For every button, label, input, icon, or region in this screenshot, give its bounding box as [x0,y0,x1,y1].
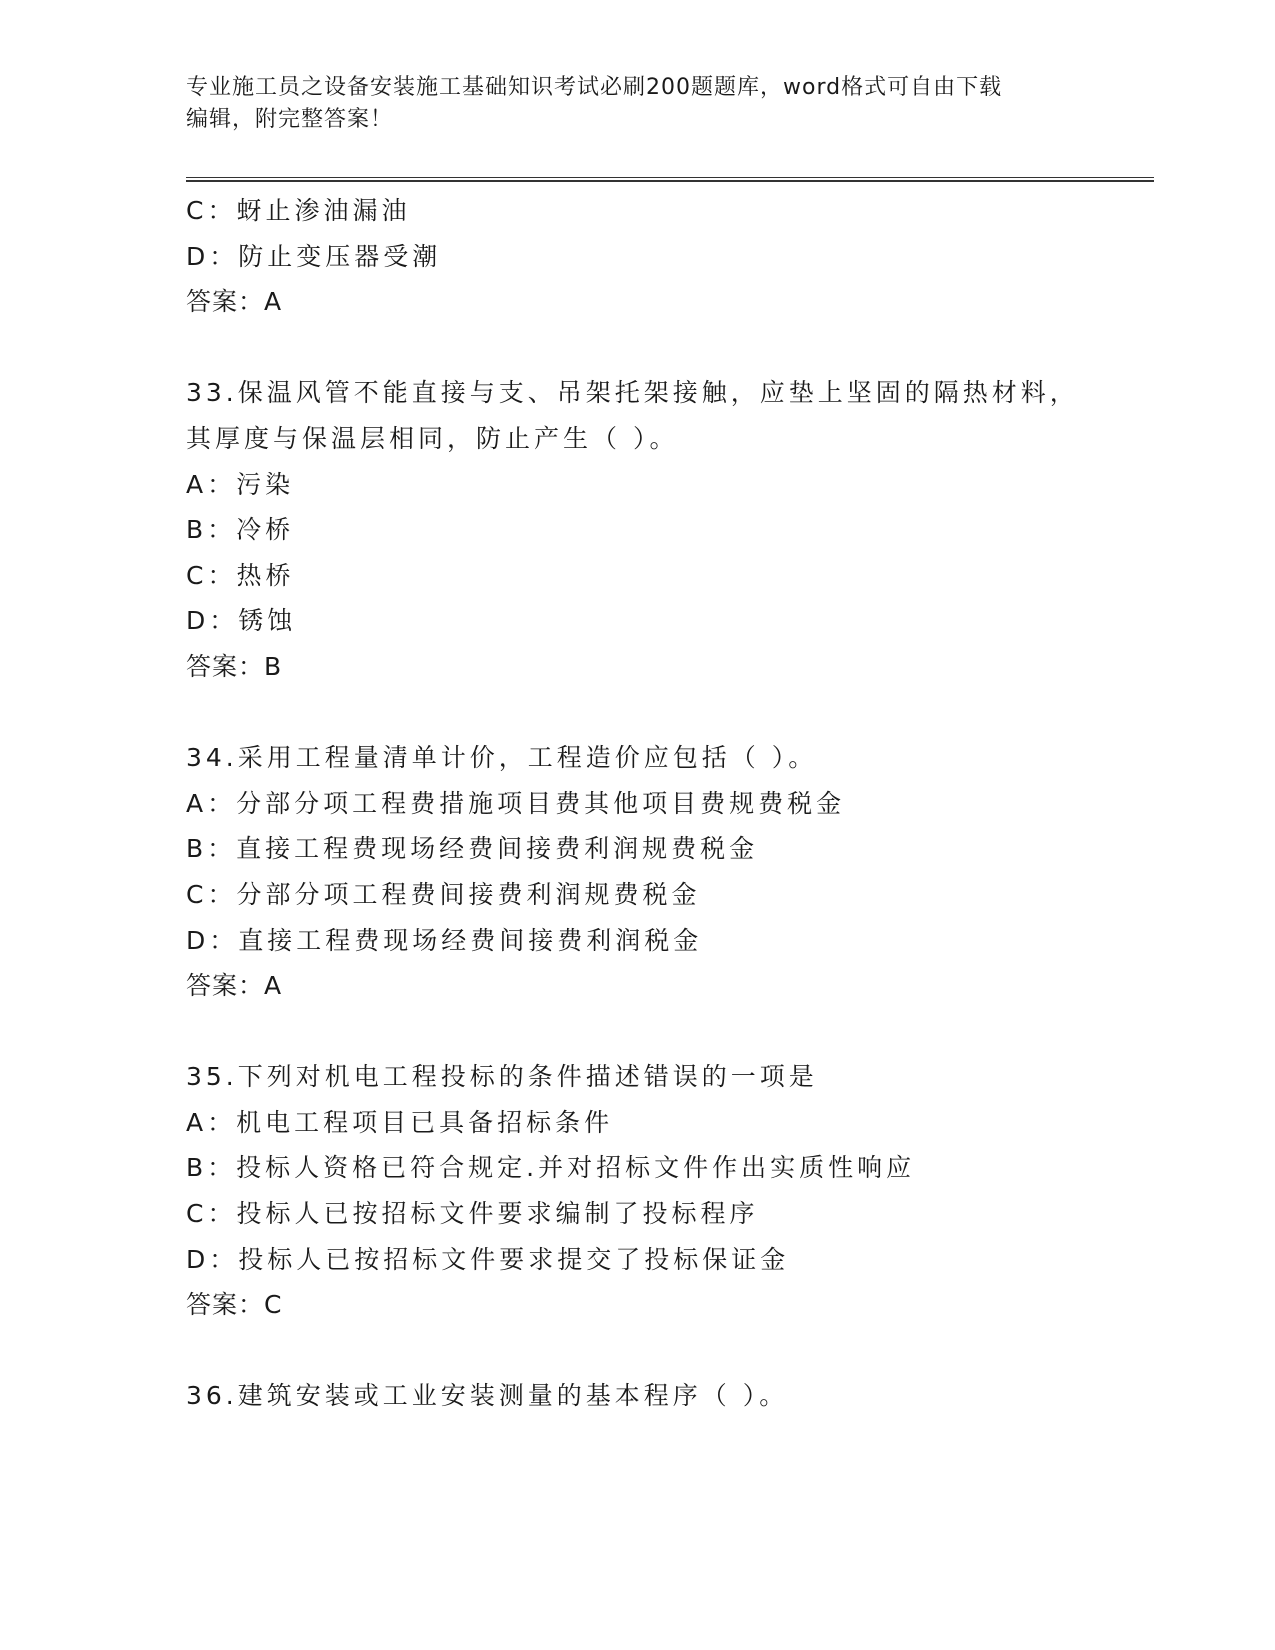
question-33 [186,370,1154,689]
answer: 答案：A [186,287,283,317]
header-divider [186,177,1154,182]
question-stem: 35.下列对机电工程投标的条件描述错误的一项是 [186,1062,818,1092]
answer: 答案：A [186,971,283,1001]
question-list [186,188,1154,1419]
question-34 [186,735,1154,1009]
question-36 [186,1373,1154,1419]
answer: 答案：C [186,1290,283,1320]
question-stem: 34.采用工程量清单计价，工程造价应包括（ ）。 [186,743,818,773]
question-stem-continued: 其厚度与保温层相同，防止产生（ ）。 [186,423,679,453]
option-d: D：防止变压器受潮 [186,241,442,271]
question-stem: 33.保温风管不能直接与支、吊架托架接触，应垫上坚固的隔热材料， [186,378,1079,408]
option-a: A：污染 [186,469,295,499]
question-35 [186,1054,1154,1328]
option-d: D：直接工程费现场经费间接费利润税金 [186,925,703,955]
option-b: B：投标人资格已符合规定.并对招标文件作出实质性响应 [186,1153,916,1183]
page-header [186,72,1086,136]
option-b: B：冷桥 [186,515,295,545]
option-c: C：投标人已按招标文件要求编制了投标程序 [186,1199,759,1229]
question-32-tail [186,188,1154,325]
header-title-line-1: 专业施工员之设备安装施工基础知识考试必刷200题题库，word格式可自由下载 [186,75,1003,100]
spacer [186,325,1154,371]
spacer [186,1009,1154,1055]
option-c: C：分部分项工程费间接费利润规费税金 [186,879,701,909]
option-a: A：机电工程项目已具备招标条件 [186,1107,614,1137]
option-c: C：热桥 [186,560,295,590]
option-d: D：投标人已按招标文件要求提交了投标保证金 [186,1244,790,1274]
header-title-line-2: 编辑，附完整答案！ [186,107,394,132]
question-stem: 36.建筑安装或工业安装测量的基本程序（ ）。 [186,1381,789,1411]
option-a: A：分部分项工程费措施项目费其他项目费规费税金 [186,788,846,818]
option-c: C：蚜止渗油漏油 [186,196,411,225]
answer: 答案：B [186,651,283,681]
spacer [186,690,1154,736]
option-d: D：锈蚀 [186,606,297,636]
spacer [186,1328,1154,1374]
option-b: B：直接工程费现场经费间接费利润规费税金 [186,834,759,864]
